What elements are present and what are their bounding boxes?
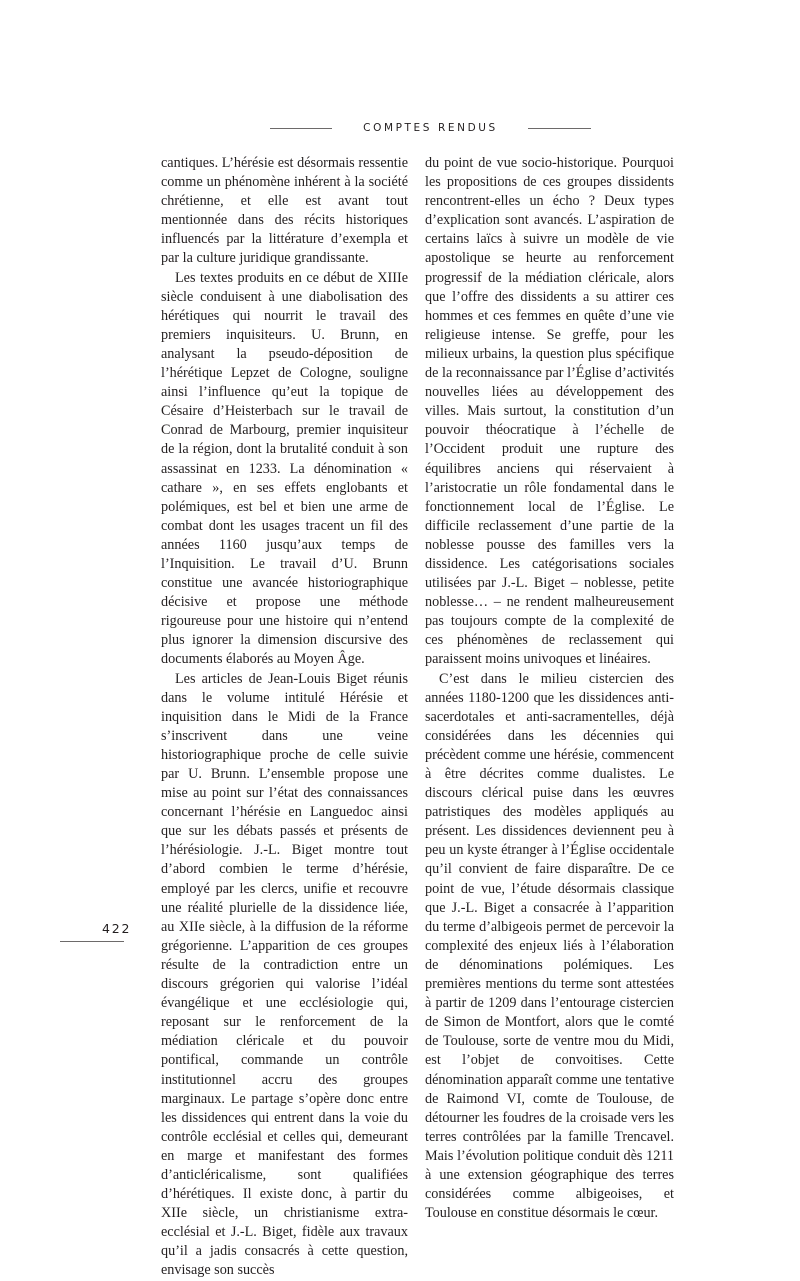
paragraph: Les textes produits en ce début de XIIIe siècle conduisent à une diabolisation des hérétiques qui nourrit le travail des premiers inquisiteurs. U. Brunn, en analysant la pseudo-déposition de l’hérétique Lepzet de Cologne, souligne ainsi l’influence qu’eut la topique de Césaire d’Heisterbach sur le travail de Conrad de Marbourg, premier inquisiteur de la région, dont la brutalité conduit à son assassinat en 1233. La dénomination « cathare », en ses effets englobants et polémiques, est bel et bien une arme de combat dont les usages tracent un fil des années 1160 jusqu’aux temps de l’Inquisition. Le travail d’U. Brunn constitue une avancée historiographique décisive et propose une méthode rigoureuse pour une histoire qui n’entend plus ignorer la dimension discursive des documents élaborés au Moyen Âge. [161,269,408,668]
paragraph: du point de vue socio-historique. Pourquoi les propositions de ces groupes dissidents rencontrent-elles un écho ? Deux types d’explication sont avancés. L’aspiration de certains laïcs à suivre un modèle de vie apostolique se heurte au renforcement progressif de la médiation cléricale, alors que l’offre des dissidents a su attirer ces hommes et ces femmes en quête d’une vie religieuse intense. Se greffe, pour les milieux urbains, la question plus spécifique de la reconnaissance par l’Église d’activités nouvelles liées au développement des villes. Mais surtout, la constitution d’un pouvoir théocratique à l’échelle de l’Occident produit une rupture des équilibres anciens qui réservaient à l’aristocratie un rôle fondamental dans le fonctionnement local de l’Église. Le difficile reclassement d’une partie de la noblesse pousse des familles vers la dissidence. Les catégorisations sociales utilisées par J.-L. Biget – noblesse, petite noblesse… – ne rendent malheureusement pas toujours compte de la complexité de ces phénomènes de reclassement qui paraissent moins univoques et linéaires. [425,155,674,668]
paragraph: C’est dans le milieu cistercien des années 1180-1200 que les dissidences anti-sacerdotales et anti-sacramentelles, déjà considérées dans les décennies qui précèdent comme une hérésie, commencent à être décrites comme dualistes. Le discours clérical puise dans les œuvres patristiques des modèles appliqués au présent. Les dissidences deviennent peu à peu un kyste étranger à l’Église occidentale qu’il convient de faire disparaître. De ce point de vue, l’étude désormais classique que J.-L. Biget a consacrée à l’apparition du terme d’albigeois permet de percevoir la complexité des enjeux liés à l’élaboration de dénominations polémiques. Les premières mentions du terme sont attestées à partir de 1209 dans l’entourage cistercien de Simon de Montfort, alors que le comté de Toulouse, sorte de ventre mou du Midi, est l’objet de convoitises. Cette dénomination apparaît comme une tentative de Raimond VI, comte de Toulouse, de détourner les foudres de la croisade vers les terres contrôlées par la famille Trencavel. Mais l’évolution politique conduit dès 1211 à une extension géographique des terres considérées comme albigeoises, et Toulouse en constitue désormais le cœur. [425,670,674,1222]
text-column-right [425,154,674,1223]
running-header [0,120,800,136]
paragraph: cantiques. L’hérésie est désormais ressentie comme un phénomène inhérent à la société chrétienne, et elle est avant tout mentionnée dans des récits historiques influencés par la littérature d’exempla et par la culture juridique grandissante. [161,155,408,267]
paragraph: Les articles de Jean-Louis Biget réunis dans le volume intitulé Hérésie et inquisition dans le Midi de la France s’inscrivent dans une veine historiographique proche de celle suivie par U. Brunn. L’ensemble propose une mise au point sur l’état des connaissances concernant l’hérésie en Languedoc ainsi que sur les débats passés et présents de l’hérésiologie. J.-L. Biget montre tout d’abord combien le terme d’hérésie, employé par les clercs, unifie et recouvre une réalité plurielle de la dissidence liée, au XIIe siècle, à la diffusion de la réforme grégorienne. L’apparition de ces groupes résulte de la contradiction entre un discours grégorien qui valorise l’idéal évangélique et une ecclésiologie qui, reposant sur le renforcement de la médiation cléricale et du pouvoir pontifical, commande un contrôle institutionnel accru des groupes marginaux. Le partage s’opère donc entre les dissidences qui entrent dans la voie du contrôle ecclésial et celles qui, demeurant en marge et manifestant des formes d’anticléricalisme, sont qualifiées d’hérétiques. Il existe donc, à partir du XIIe siècle, un christianisme extra-ecclésial et J.-L. Biget, fidèle aux travaux qu’il a jadis consacrés à cette question, envisage son succès [161,670,408,1279]
text-column-left [161,154,408,1281]
header-rule-right [528,128,591,129]
page-number: 422 [102,921,132,936]
page-number-rule [60,941,124,942]
running-header-title: COMPTES RENDUS [363,122,498,134]
header-rule-left [270,128,332,129]
